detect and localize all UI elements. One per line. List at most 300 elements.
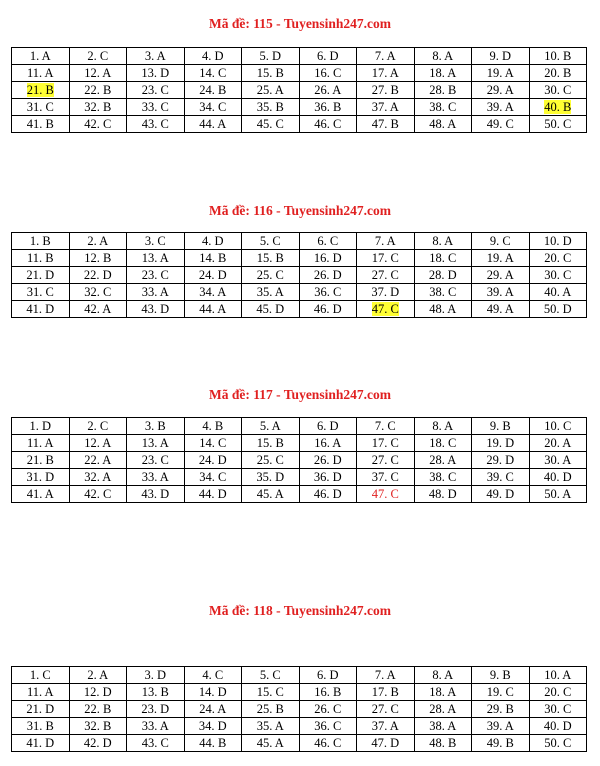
answer-text: 6. C xyxy=(317,233,339,248)
answer-cell xyxy=(414,469,472,486)
answer-cell xyxy=(299,250,357,267)
answer-cell xyxy=(357,418,415,435)
answer-cell xyxy=(242,718,300,735)
answer-text: 13. D xyxy=(141,65,170,80)
answer-text: 10. D xyxy=(543,233,572,248)
answer-cell xyxy=(242,65,300,82)
answer-cell xyxy=(69,667,127,684)
answer-cell xyxy=(69,267,127,284)
answer-cell xyxy=(357,250,415,267)
answer-cell xyxy=(12,99,70,116)
answer-text: 20. B xyxy=(544,65,572,80)
answer-text: 9. C xyxy=(489,233,511,248)
answer-cell xyxy=(357,684,415,701)
answer-text: 47. D xyxy=(371,735,400,750)
table-row xyxy=(12,65,587,82)
answer-text: 31. B xyxy=(26,718,54,733)
answer-text: 11. A xyxy=(26,435,54,450)
answer-cell xyxy=(414,48,472,65)
answer-cell xyxy=(357,667,415,684)
answer-text: 32. C xyxy=(84,284,112,299)
answer-cell xyxy=(529,301,587,318)
answer-cell xyxy=(414,718,472,735)
answer-cell xyxy=(127,267,185,284)
answer-text: 2. C xyxy=(87,48,109,63)
answer-cell xyxy=(299,48,357,65)
answer-text: 6. D xyxy=(316,48,339,63)
section-title-116: Mã đề: 116 - Tuyensinh247.com xyxy=(209,203,391,218)
answer-cell xyxy=(299,469,357,486)
answer-cell xyxy=(357,233,415,250)
answer-text: 16. D xyxy=(313,250,342,265)
table-row xyxy=(12,250,587,267)
answer-text: 19. A xyxy=(486,65,514,80)
answer-cell xyxy=(242,267,300,284)
answer-text: 4. D xyxy=(201,233,224,248)
answer-cell xyxy=(529,452,587,469)
answer-text: 19. C xyxy=(486,684,514,699)
answer-text: 40. B xyxy=(544,99,572,114)
answer-text: 37. A xyxy=(371,718,399,733)
answer-text: 3. D xyxy=(144,667,167,682)
table-row xyxy=(12,267,587,284)
answer-cell xyxy=(69,701,127,718)
answer-cell xyxy=(472,735,530,752)
answer-cell xyxy=(414,99,472,116)
answer-text: 25. C xyxy=(256,267,284,282)
answer-cell xyxy=(69,469,127,486)
answer-cell xyxy=(184,486,242,503)
answer-cell xyxy=(184,735,242,752)
table-row xyxy=(12,116,587,133)
answer-text: 42. C xyxy=(84,486,112,501)
answer-cell xyxy=(414,701,472,718)
section-title-115: Mã đề: 115 - Tuyensinh247.com xyxy=(209,16,391,31)
answer-text: 11. A xyxy=(26,65,54,80)
answer-text: 31. C xyxy=(26,284,54,299)
answer-text: 16. A xyxy=(314,435,342,450)
answer-text: 14. B xyxy=(199,250,227,265)
answer-cell xyxy=(357,486,415,503)
answer-text: 2. A xyxy=(87,667,109,682)
answer-text: 32. B xyxy=(84,718,112,733)
answer-cell xyxy=(357,469,415,486)
answer-cell xyxy=(299,701,357,718)
answer-text: 47. C xyxy=(371,301,399,316)
answer-cell xyxy=(299,418,357,435)
answer-cell xyxy=(414,301,472,318)
answer-text: 29. D xyxy=(486,452,515,467)
answer-text: 7. A xyxy=(374,48,396,63)
answer-text: 15. B xyxy=(256,435,284,450)
answer-cell xyxy=(127,250,185,267)
answer-cell xyxy=(242,486,300,503)
answer-text: 11. B xyxy=(26,250,54,265)
answer-cell xyxy=(69,116,127,133)
answer-cell xyxy=(414,486,472,503)
answer-text: 18. C xyxy=(429,250,457,265)
answer-cell xyxy=(414,684,472,701)
answer-cell xyxy=(242,82,300,99)
answer-text: 24. A xyxy=(199,701,227,716)
answer-cell xyxy=(472,65,530,82)
answer-cell xyxy=(242,452,300,469)
answer-table-body xyxy=(12,667,587,752)
answer-cell xyxy=(299,735,357,752)
answer-cell xyxy=(127,48,185,65)
answer-text: 28. A xyxy=(429,452,457,467)
answer-cell xyxy=(299,99,357,116)
answer-cell xyxy=(299,284,357,301)
answer-text: 48. D xyxy=(428,486,457,501)
answer-text: 6. D xyxy=(316,418,339,433)
answer-text: 10. B xyxy=(544,48,572,63)
answer-cell xyxy=(12,284,70,301)
answer-text: 42. D xyxy=(83,735,112,750)
answer-text: 19. D xyxy=(486,435,515,450)
answer-text: 16. B xyxy=(314,684,342,699)
answer-text: 2. C xyxy=(87,418,109,433)
answer-text: 11. A xyxy=(26,684,54,699)
answer-text: 49. A xyxy=(486,301,514,316)
answer-text: 46. C xyxy=(314,116,342,131)
answer-text: 35. A xyxy=(256,284,284,299)
answer-cell xyxy=(12,718,70,735)
answer-cell xyxy=(184,284,242,301)
table-row xyxy=(12,435,587,452)
answer-text: 22. A xyxy=(84,452,112,467)
table-row xyxy=(12,735,587,752)
answer-cell xyxy=(529,82,587,99)
answer-cell xyxy=(184,116,242,133)
answer-text: 45. C xyxy=(256,116,284,131)
answer-text: 47. B xyxy=(371,116,399,131)
answer-text: 38. A xyxy=(429,718,457,733)
answer-cell xyxy=(127,701,185,718)
answer-cell xyxy=(529,667,587,684)
answer-text: 27. C xyxy=(371,701,399,716)
answer-text: 7. C xyxy=(374,418,396,433)
answer-cell xyxy=(12,233,70,250)
answer-text: 8. A xyxy=(432,667,454,682)
answer-text: 14. C xyxy=(199,435,227,450)
answer-cell xyxy=(127,284,185,301)
answer-cell xyxy=(127,486,185,503)
answer-table-117 xyxy=(11,417,587,503)
answer-cell xyxy=(127,99,185,116)
answer-cell xyxy=(184,99,242,116)
answer-text: 22. B xyxy=(84,701,112,716)
answer-text: 35. B xyxy=(256,99,284,114)
answer-text: 21. D xyxy=(26,701,55,716)
answer-text: 48. B xyxy=(429,735,457,750)
answer-cell xyxy=(299,435,357,452)
answer-cell xyxy=(472,99,530,116)
answer-cell xyxy=(69,99,127,116)
answer-text: 12. B xyxy=(84,250,112,265)
answer-text: 31. C xyxy=(26,99,54,114)
answer-cell xyxy=(529,233,587,250)
answer-text: 23. D xyxy=(141,701,170,716)
answer-table-body xyxy=(12,233,587,318)
answer-cell xyxy=(414,82,472,99)
answer-text: 21. B xyxy=(26,82,54,97)
answer-cell xyxy=(357,267,415,284)
answer-cell xyxy=(357,452,415,469)
answer-cell xyxy=(184,250,242,267)
answer-text: 18. C xyxy=(429,435,457,450)
answer-text: 36. D xyxy=(313,469,342,484)
answer-cell xyxy=(414,667,472,684)
answer-table-body xyxy=(12,418,587,503)
answer-cell xyxy=(12,250,70,267)
answer-text: 32. A xyxy=(84,469,112,484)
answer-cell xyxy=(529,267,587,284)
answer-text: 34. D xyxy=(198,718,227,733)
answer-cell xyxy=(127,452,185,469)
answer-cell xyxy=(127,418,185,435)
answer-cell xyxy=(414,452,472,469)
answer-text: 49. D xyxy=(486,486,515,501)
answer-cell xyxy=(357,301,415,318)
answer-cell xyxy=(12,435,70,452)
answer-cell xyxy=(529,116,587,133)
answer-text: 27. B xyxy=(371,82,399,97)
answer-text: 43. C xyxy=(141,116,169,131)
answer-cell xyxy=(12,701,70,718)
answer-text: 50. C xyxy=(544,116,572,131)
answer-text: 15. B xyxy=(256,250,284,265)
answer-cell xyxy=(242,301,300,318)
answer-text: 23. C xyxy=(141,267,169,282)
answer-text: 45. A xyxy=(256,486,284,501)
answer-cell xyxy=(127,82,185,99)
answer-cell xyxy=(529,284,587,301)
answer-cell xyxy=(529,469,587,486)
table-row xyxy=(12,99,587,116)
answer-text: 37. A xyxy=(371,99,399,114)
answer-cell xyxy=(472,452,530,469)
table-row xyxy=(12,452,587,469)
answer-cell xyxy=(299,486,357,503)
answer-cell xyxy=(357,735,415,752)
answer-text: 5. A xyxy=(259,418,281,433)
answer-text: 3. B xyxy=(144,418,166,433)
answer-cell xyxy=(127,469,185,486)
answer-text: 38. C xyxy=(429,99,457,114)
answer-cell xyxy=(242,284,300,301)
answer-text: 13. B xyxy=(141,684,169,699)
answer-cell xyxy=(184,233,242,250)
answer-cell xyxy=(299,82,357,99)
answer-text: 20. A xyxy=(544,435,572,450)
answer-cell xyxy=(69,284,127,301)
answer-cell xyxy=(242,667,300,684)
answer-cell xyxy=(414,116,472,133)
answer-cell xyxy=(414,250,472,267)
answer-cell xyxy=(299,718,357,735)
answer-cell xyxy=(414,418,472,435)
table-row xyxy=(12,301,587,318)
answer-cell xyxy=(529,435,587,452)
answer-text: 14. D xyxy=(198,684,227,699)
answer-cell xyxy=(12,684,70,701)
table-row xyxy=(12,486,587,503)
answer-text: 46. D xyxy=(313,301,342,316)
answer-text: 34. A xyxy=(199,284,227,299)
answer-text: 1. D xyxy=(29,418,52,433)
answer-cell xyxy=(69,65,127,82)
answer-cell xyxy=(529,486,587,503)
answer-cell xyxy=(472,486,530,503)
answer-cell xyxy=(357,48,415,65)
table-row xyxy=(12,469,587,486)
answer-cell xyxy=(242,735,300,752)
answer-text: 26. D xyxy=(313,267,342,282)
answer-text: 34. C xyxy=(199,99,227,114)
answer-cell xyxy=(12,667,70,684)
answer-cell xyxy=(242,99,300,116)
answer-cell xyxy=(127,435,185,452)
answer-text: 5. C xyxy=(259,667,281,682)
answer-cell xyxy=(529,684,587,701)
answer-cell xyxy=(12,452,70,469)
answer-cell xyxy=(69,435,127,452)
answer-text: 24. D xyxy=(198,267,227,282)
answer-text: 24. B xyxy=(199,82,227,97)
answer-cell xyxy=(242,116,300,133)
answer-text: 50. D xyxy=(543,301,572,316)
answer-text: 43. D xyxy=(141,301,170,316)
answer-cell xyxy=(12,82,70,99)
table-row xyxy=(12,701,587,718)
answer-text: 3. C xyxy=(144,233,166,248)
answer-cell xyxy=(69,48,127,65)
answer-text: 17. C xyxy=(371,435,399,450)
answer-cell xyxy=(184,667,242,684)
answer-text: 48. A xyxy=(429,116,457,131)
answer-text: 16. C xyxy=(314,65,342,80)
answer-text: 47. C xyxy=(371,486,399,501)
answer-text: 29. A xyxy=(486,82,514,97)
answer-text: 41. B xyxy=(26,116,54,131)
answer-text: 5. D xyxy=(259,48,282,63)
answer-cell xyxy=(127,233,185,250)
answer-text: 18. A xyxy=(429,65,457,80)
answer-text: 13. A xyxy=(141,435,169,450)
answer-text: 12. A xyxy=(84,65,112,80)
answer-text: 20. C xyxy=(544,684,572,699)
answer-cell xyxy=(472,718,530,735)
answer-cell xyxy=(529,701,587,718)
answer-text: 1. B xyxy=(29,233,51,248)
answer-text: 48. A xyxy=(429,301,457,316)
answer-cell xyxy=(357,284,415,301)
answer-table-body xyxy=(12,48,587,133)
answer-cell xyxy=(127,116,185,133)
answer-text: 12. D xyxy=(83,684,112,699)
answer-text: 36. C xyxy=(314,284,342,299)
answer-text: 17. B xyxy=(371,684,399,699)
answer-text: 37. C xyxy=(371,469,399,484)
answer-text: 50. A xyxy=(544,486,572,501)
answer-cell xyxy=(12,735,70,752)
answer-cell xyxy=(242,233,300,250)
answer-cell xyxy=(414,435,472,452)
answer-text: 18. A xyxy=(429,684,457,699)
answer-text: 17. A xyxy=(371,65,399,80)
answer-text: 50. C xyxy=(544,735,572,750)
answer-text: 44. B xyxy=(199,735,227,750)
answer-cell xyxy=(69,233,127,250)
answer-text: 5. C xyxy=(259,233,281,248)
answer-text: 20. C xyxy=(544,250,572,265)
answer-cell xyxy=(472,701,530,718)
answer-cell xyxy=(299,301,357,318)
answer-cell xyxy=(69,452,127,469)
answer-text: 30. A xyxy=(544,452,572,467)
answer-cell xyxy=(69,735,127,752)
answer-cell xyxy=(242,418,300,435)
answer-cell xyxy=(357,435,415,452)
answer-text: 49. B xyxy=(486,735,514,750)
answer-text: 2. A xyxy=(87,233,109,248)
answer-text: 36. C xyxy=(314,718,342,733)
answer-text: 34. C xyxy=(199,469,227,484)
answer-text: 29. B xyxy=(486,701,514,716)
answer-text: 39. C xyxy=(486,469,514,484)
answer-cell xyxy=(184,684,242,701)
table-row xyxy=(12,418,587,435)
answer-text: 30. C xyxy=(544,701,572,716)
answer-text: 25. B xyxy=(256,701,284,716)
answer-text: 23. C xyxy=(141,82,169,97)
answer-cell xyxy=(299,116,357,133)
answer-cell xyxy=(69,418,127,435)
answer-text: 25. A xyxy=(256,82,284,97)
answer-cell xyxy=(299,65,357,82)
section-title-117: Mã đề: 117 - Tuyensinh247.com xyxy=(209,387,391,402)
answer-cell xyxy=(472,116,530,133)
table-row xyxy=(12,233,587,250)
answer-cell xyxy=(184,435,242,452)
answer-text: 21. D xyxy=(26,267,55,282)
answer-cell xyxy=(472,267,530,284)
answer-cell xyxy=(127,667,185,684)
answer-text: 9. D xyxy=(489,48,512,63)
answer-text: 42. C xyxy=(84,116,112,131)
answer-cell xyxy=(529,99,587,116)
answer-text: 24. D xyxy=(198,452,227,467)
answer-cell xyxy=(357,99,415,116)
answer-cell xyxy=(299,452,357,469)
answer-text: 8. A xyxy=(432,233,454,248)
answer-cell xyxy=(357,701,415,718)
answer-cell xyxy=(299,667,357,684)
answer-cell xyxy=(69,486,127,503)
answer-text: 21. B xyxy=(26,452,54,467)
answer-text: 9. B xyxy=(489,667,511,682)
answer-text: 41. D xyxy=(26,301,55,316)
answer-text: 38. C xyxy=(429,284,457,299)
answer-text: 1. A xyxy=(29,48,51,63)
answer-text: 9. B xyxy=(489,418,511,433)
answer-cell xyxy=(414,735,472,752)
answer-text: 17. C xyxy=(371,250,399,265)
answer-text: 33. A xyxy=(141,469,169,484)
answer-cell xyxy=(69,250,127,267)
answer-text: 7. A xyxy=(374,233,396,248)
